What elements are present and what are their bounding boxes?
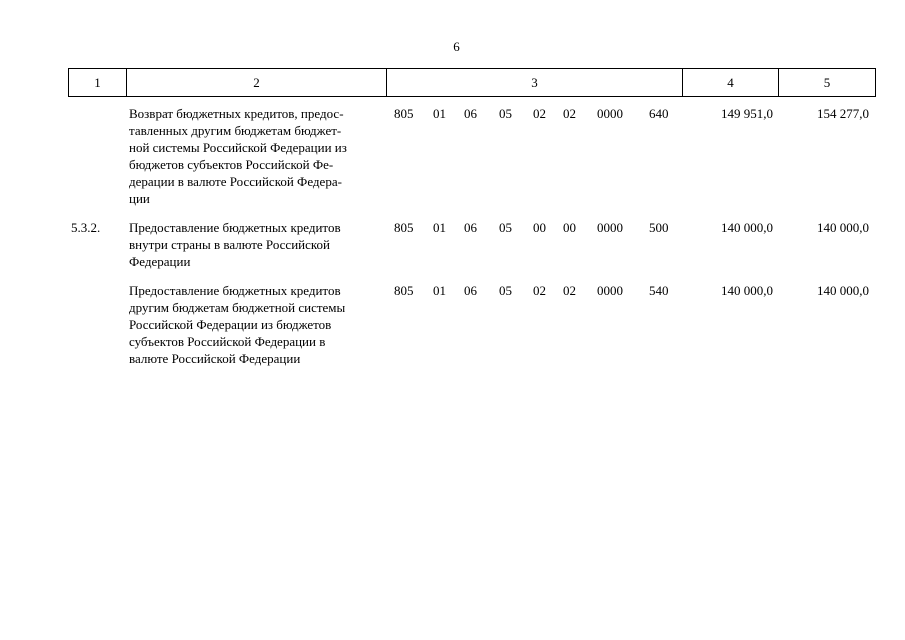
row-name-line: внутри страны в валюте Российской	[129, 237, 330, 252]
row-name	[129, 105, 385, 207]
code-kosgu: 640	[649, 106, 669, 121]
code-kosgu: 540	[649, 283, 669, 298]
row-number: 5.3.2.	[71, 220, 101, 235]
code-element: 02	[563, 283, 576, 298]
row-name-line: Возврат бюджетных кредитов, предос-	[129, 106, 344, 121]
code-group: 01	[433, 220, 446, 235]
code-article: 05	[499, 106, 512, 121]
page-number: 6	[453, 39, 460, 54]
header-col-4: 4	[683, 69, 779, 97]
row-name-line: бюджетов субъектов Российской Фе-	[129, 157, 334, 172]
table-header	[68, 68, 876, 97]
value-col-4: 140 000,0	[721, 283, 773, 298]
row-name-line: ной системы Российской Федерации из	[129, 140, 347, 155]
code-kosgu: 500	[649, 220, 669, 235]
code-subgroup: 06	[464, 283, 477, 298]
code-group: 01	[433, 283, 446, 298]
value-col-4: 140 000,0	[721, 220, 773, 235]
row-name-line: другим бюджетам бюджетной системы	[129, 300, 346, 315]
row-name	[129, 282, 385, 367]
row-name-line: тавленных другим бюджетам бюджет-	[129, 123, 342, 138]
code-program: 0000	[597, 106, 623, 121]
code-subarticle: 02	[533, 283, 546, 298]
code-program: 0000	[597, 220, 623, 235]
row-name	[129, 219, 385, 270]
code-program: 0000	[597, 283, 623, 298]
row-name-line: Российской Федерации из бюджетов	[129, 317, 332, 332]
code-article: 05	[499, 283, 512, 298]
code-subarticle: 02	[533, 106, 546, 121]
header-col-5: 5	[779, 69, 876, 97]
code-subarticle: 00	[533, 220, 546, 235]
row-name-line: субъектов Российской Федерации в	[129, 334, 326, 349]
code-element: 00	[563, 220, 576, 235]
row-name-line: ции	[129, 191, 150, 206]
code-group: 01	[433, 106, 446, 121]
header-col-2: 2	[127, 69, 387, 97]
row-name-line: Предоставление бюджетных кредитов	[129, 220, 341, 235]
row-name-line: дерации в валюте Российской Федера-	[129, 174, 342, 189]
value-col-5: 140 000,0	[817, 283, 869, 298]
header-col-3: 3	[387, 69, 683, 97]
header-col-1: 1	[69, 69, 127, 97]
row-name-line: Федерации	[129, 254, 191, 269]
row-name-line: валюте Российской Федерации	[129, 351, 301, 366]
code-admin: 805	[394, 220, 414, 235]
code-element: 02	[563, 106, 576, 121]
value-col-5: 154 277,0	[817, 106, 869, 121]
code-admin: 805	[394, 283, 414, 298]
value-col-5: 140 000,0	[817, 220, 869, 235]
code-subgroup: 06	[464, 220, 477, 235]
code-article: 05	[499, 220, 512, 235]
header-row	[69, 69, 876, 97]
code-subgroup: 06	[464, 106, 477, 121]
value-col-4: 149 951,0	[721, 106, 773, 121]
code-admin: 805	[394, 106, 414, 121]
row-name-line: Предоставление бюджетных кредитов	[129, 283, 341, 298]
